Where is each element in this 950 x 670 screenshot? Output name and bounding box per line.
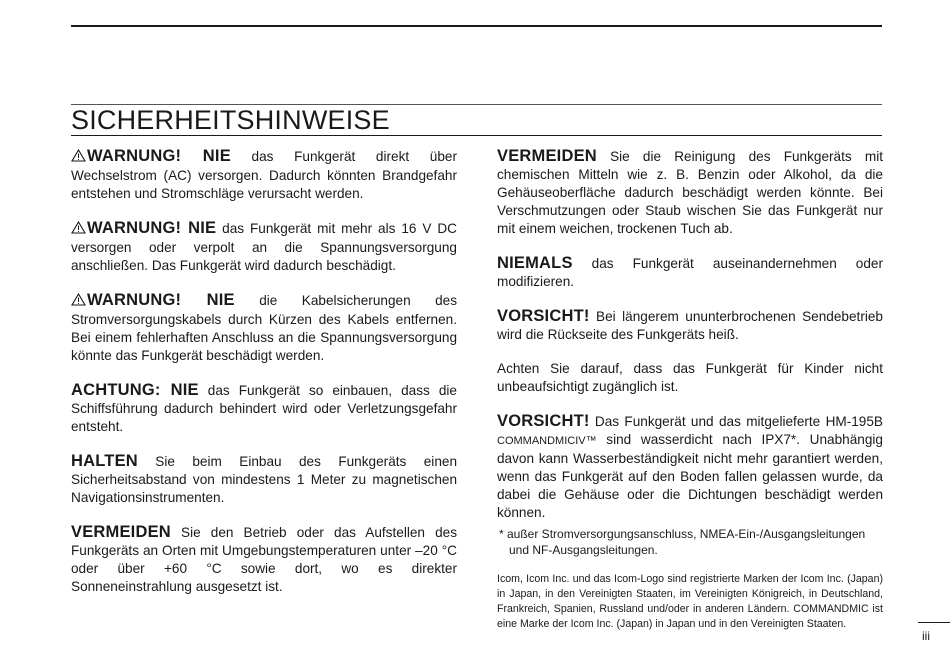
instruction-paragraph [497, 147, 883, 238]
paragraph-lead: VERMEIDEN [497, 147, 597, 165]
paragraph-text: Sie beim Einbau des Funkgeräts einen Sicherheitsabstand von mindestens 1 Meter zu magnetischen Navigationsinstrumenten. [71, 454, 457, 505]
paragraph-text: sind wasserdicht nach IPX7*. Unabhängig davon kann Wasserbeständigkeit nicht mehr garantiert werden, wenn das Funkgerät auf den Boden fallen gelassen wurde, da dabei die Gehäuse oder die Dichtungen beschädigt werden können. [497, 432, 883, 520]
right-column [497, 147, 883, 632]
paragraph-text: Bei längerem ununterbrochenen Sendebetrieb wird die Rückseite des Funkgeräts heiß. [497, 309, 883, 342]
paragraph-text: Sie den Betrieb oder das Aufstellen des Funkgeräts an Orten mit Umgebungstemperaturen unter –20 °C oder über +60 °C sowie dort, wo es direkter Sonneneinstrahlung ausgesetzt ist. [71, 525, 457, 594]
paragraph-text: das Funkgerät mit mehr als 16 V DC versorgen oder verpolt an die Spannungsversorgung anschließen. Das Funkgerät wird dadurch beschädigt. [71, 221, 457, 273]
page-number: iii [922, 629, 930, 643]
left-column [71, 147, 457, 612]
paragraph-lead: VORSICHT! [497, 307, 590, 325]
warning-triangle-icon [71, 293, 86, 311]
warning-paragraph [71, 147, 457, 203]
paragraph-lead: VERMEIDEN [71, 523, 171, 541]
paragraph-text: das Funkgerät auseinandernehmen oder modifizieren. [497, 256, 883, 289]
caution-paragraph [497, 307, 883, 344]
paragraph-text: Achten Sie darauf, dass das Funkgerät für Kinder nicht unbeaufsichtigt zugänglich ist. [497, 361, 883, 394]
paragraph-lead: HALTEN [71, 452, 138, 470]
paragraph-lead: VORSICHT! [497, 412, 590, 430]
title-rule-bottom [71, 135, 882, 136]
paragraph-text: Sie die Reinigung des Funkgeräts mit chemischen Mitteln wie z. B. Benzin oder Alkohol, da die Gehäuseoberfläche dadurch beschädigt werden könnte. Bei Verschmutzungen oder Staub wischen Sie das Funkgerät nur mit einem weichen, trockenen Tuch ab. [497, 149, 883, 236]
instruction-paragraph [497, 254, 883, 291]
warning-paragraph [71, 219, 457, 275]
paragraph-lead: NIEMALS [497, 254, 573, 272]
caution-paragraph [497, 412, 883, 522]
page-title: SICHERHEITSHINWEISE [71, 105, 390, 135]
info-paragraph [497, 360, 883, 396]
paragraph-text: das Funkgerät direkt über Wechselstrom (AC) versorgen. Dadurch könnten Brandgefahr entstehen und Stromschläge verursacht werden. [71, 149, 457, 201]
paragraph-text: die Kabelsicherungen des Stromversorgungskabels durch Kürzen des Kabels entfernen. Bei einem fehlerhaften Anschluss an die Spannungsversorgung könnte das Funkgerät beschädigt werden. [71, 293, 458, 363]
paragraph-text: das Funkgerät so einbauen, dass die Schiffsführung dadurch behindert wird oder Verletzungsgefahr entsteht. [71, 383, 457, 434]
page-number-rule [918, 622, 950, 623]
instruction-paragraph [71, 452, 457, 507]
paragraph-lead: ACHTUNG: NIE [71, 381, 199, 399]
instruction-paragraph [71, 523, 457, 596]
paragraph-lead: WARNUNG! NIE [87, 147, 231, 165]
footnote: * außer Stromversorgungsanschluss, NMEA-Ein-/Ausgangsleitungen und NF-Ausgangsleitungen. [499, 527, 866, 557]
warning-triangle-icon [71, 149, 86, 167]
trademark-notice: Icom, Icom Inc. und das Icom-Logo sind registrierte Marken der Icom Inc. (Japan) in Japan, in den Vereinigten Staaten, im Vereinigten Königreich, in Deutschland, Frankreich, Spanien, Russland und/oder in anderen Ländern. COMMANDMIC ist eine Marke der Icom Inc. (Japan) in Japan und in den Vereinigten Staaten. [497, 573, 883, 630]
paragraph-lead: WARNUNG! NIE [87, 219, 217, 237]
paragraph-text: Das Funkgerät und das mitgelieferte HM-195B [589, 414, 883, 429]
warning-paragraph [71, 291, 457, 365]
product-name: COMMANDMICIV™ [497, 435, 597, 447]
caution-paragraph [71, 381, 457, 436]
warning-triangle-icon [71, 221, 86, 239]
paragraph-lead: WARNUNG! NIE [87, 291, 235, 309]
top-rule [71, 25, 882, 27]
